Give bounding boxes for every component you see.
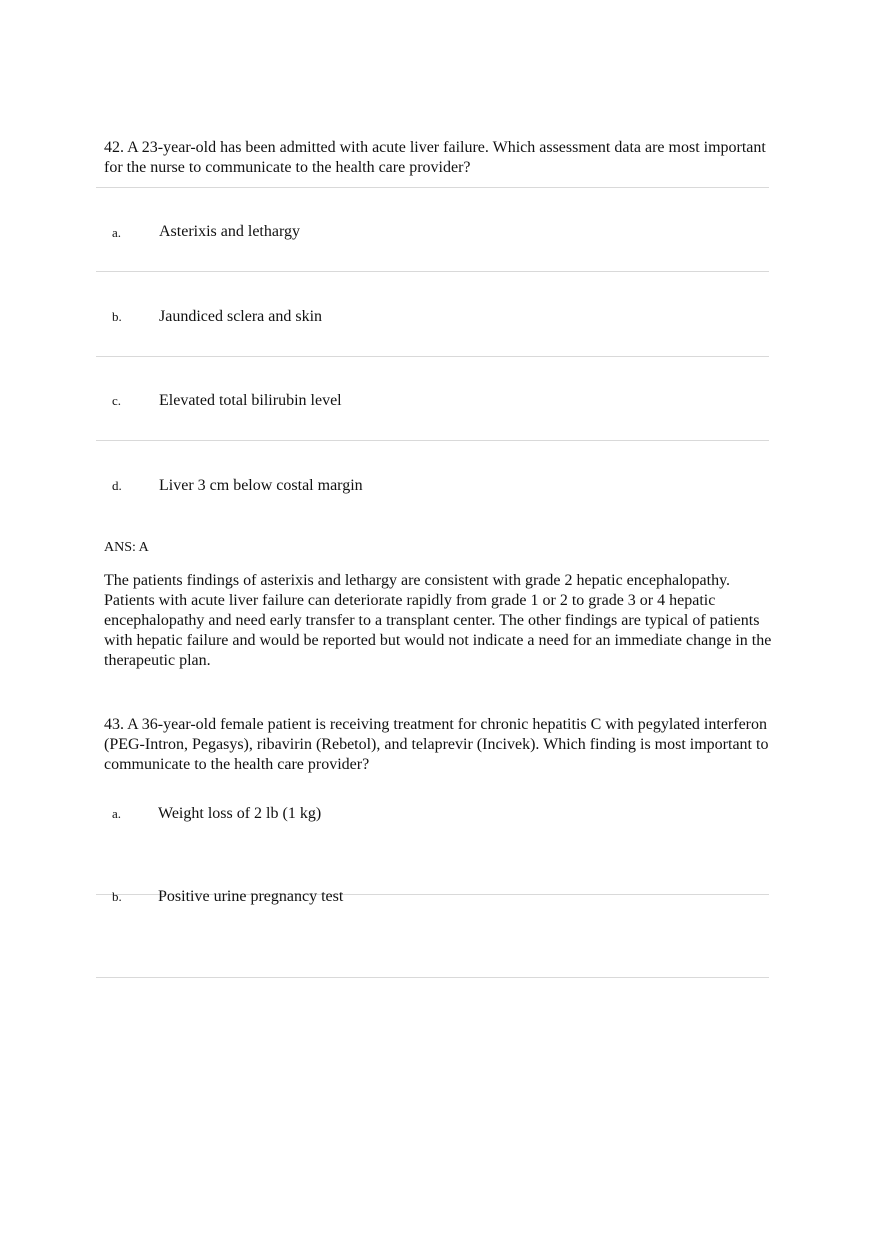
q42-option-a-letter: a. [112,225,122,240]
q43-option-b-letter: b. [112,889,122,904]
q42-option-c-letter: c. [112,393,122,408]
q42-rationale: The patients findings of asterixis and lethargy are consistent with grade 2 hepatic encephalopathy. Patients with acute liver failure can deteriorate rapidly from grade 1 or 2 to grade 3 or 4 hepatic encephalopathy and need early transfer to a transplant center. The other findings are typical of patients with hepatic failure and would be reported but would not indicate a need for an immediate change in the therapeutic plan. [104,572,772,669]
divider [96,356,769,357]
q42-answer: ANS: A [104,540,149,555]
divider [96,271,769,272]
question-43-text: 43. A 36-year-old female patient is receiving treatment for chronic hepatitis C with pegylated interferon (PEG-Intron, Pegasys), ribavirin (Rebetol), and telaprevir (Incivek). Which finding is most important to communicate to the health care provider? [104,716,769,773]
q43-option-a-text: Weight loss of 2 lb (1 kg) [158,805,322,822]
q42-option-d-letter: d. [112,478,122,493]
q42-option-a-text: Asterixis and lethargy [159,223,301,240]
q42-option-c-text: Elevated total bilirubin level [159,392,342,409]
q42-option-b-letter: b. [112,309,122,324]
divider [96,440,769,441]
divider [96,187,769,188]
q42-option-b-text: Jaundiced sclera and skin [159,308,323,325]
q43-option-b-text: Positive urine pregnancy test [158,888,344,905]
divider [96,977,769,978]
q43-option-a-letter: a. [112,806,122,821]
question-42-text: 42. A 23-year-old has been admitted with acute liver failure. Which assessment data are most important for the nurse to communicate to the health care provider? [104,139,766,176]
q42-option-d-text: Liver 3 cm below costal margin [159,477,363,494]
